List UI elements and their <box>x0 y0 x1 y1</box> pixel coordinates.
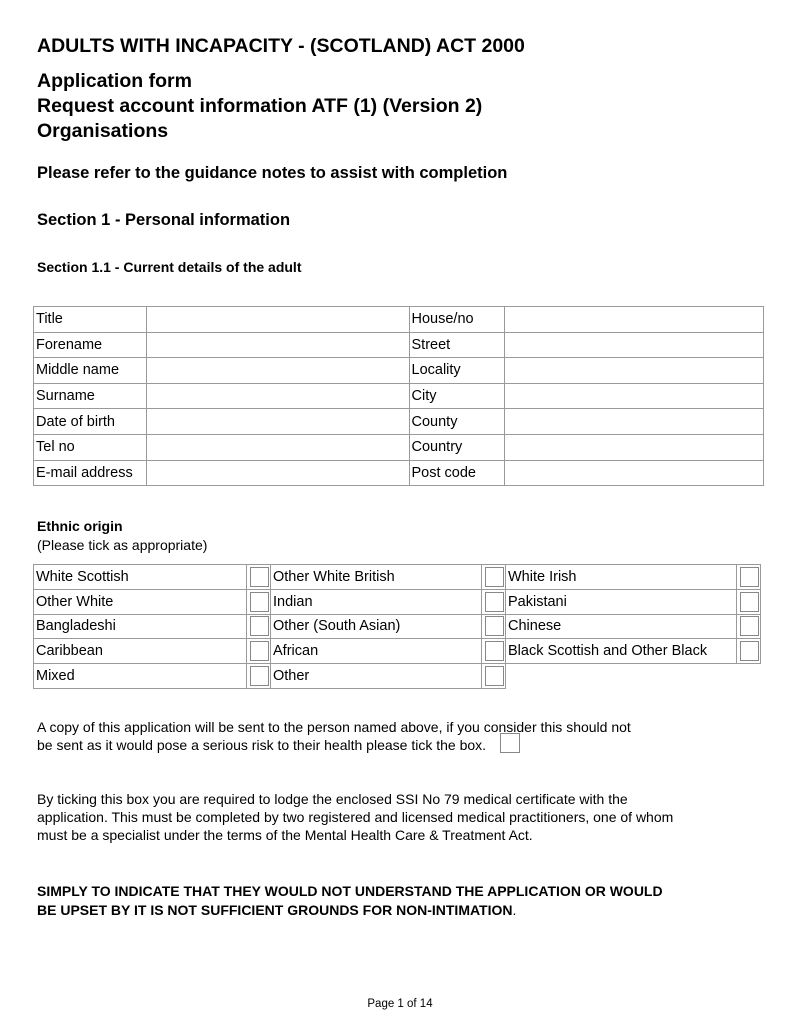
field-input[interactable] <box>505 409 764 435</box>
ethnic-option-checkbox[interactable] <box>250 666 269 686</box>
ethnic-origin-heading: Ethnic origin <box>37 518 123 534</box>
ethnic-option-label: Bangladeshi <box>34 614 247 639</box>
field-label: Post code <box>409 460 505 486</box>
field-input[interactable] <box>146 358 409 384</box>
field-label: Country <box>409 434 505 460</box>
ethnic-option-cell <box>247 614 271 639</box>
field-label: Date of birth <box>34 409 147 435</box>
warning-line: BE UPSET BY IT IS NOT SUFFICIENT GROUNDS FOR NON-INTIMATION. <box>37 902 517 918</box>
medical-line: must be a specialist under the terms of the Mental Health Care & Treatment Act. <box>37 827 533 843</box>
field-input[interactable] <box>146 307 409 333</box>
field-label: City <box>409 383 505 409</box>
form-title: Application form <box>37 70 192 92</box>
medical-certificate-notice <box>37 790 673 844</box>
personal-row <box>34 358 764 384</box>
field-label: Tel no <box>34 434 147 460</box>
ethnic-option-label: White Scottish <box>34 565 247 590</box>
empty-cell <box>506 664 737 689</box>
page-number: Page 1 of 14 <box>367 998 433 1010</box>
non-intimation-notice <box>37 718 631 756</box>
ethnic-option-label: White Irish <box>506 565 737 590</box>
field-label: Middle name <box>34 358 147 384</box>
field-input[interactable] <box>505 383 764 409</box>
form-subtitle: Request account information ATF (1) (Version 2) <box>37 95 483 117</box>
warning-line: SIMPLY TO INDICATE THAT THEY WOULD NOT UNDERSTAND THE APPLICATION OR WOULD <box>37 883 663 899</box>
ethnic-option-checkbox[interactable] <box>250 567 269 587</box>
ethnic-row <box>34 639 761 664</box>
ethnic-option-checkbox[interactable] <box>485 641 504 661</box>
ethnic-option-label: Caribbean <box>34 639 247 664</box>
ethnic-option-cell <box>737 589 761 614</box>
ethnic-option-cell <box>482 664 506 689</box>
ethnic-option-cell <box>737 614 761 639</box>
ethnic-origin-table <box>33 564 761 689</box>
field-label: County <box>409 409 505 435</box>
act-title: ADULTS WITH INCAPACITY - (SCOTLAND) ACT 2000 <box>37 35 525 57</box>
ethnic-option-checkbox[interactable] <box>485 616 504 636</box>
ethnic-option-label: Black Scottish and Other Black <box>506 639 737 664</box>
personal-row <box>34 434 764 460</box>
field-input[interactable] <box>146 332 409 358</box>
form-audience: Organisations <box>37 120 169 142</box>
ethnic-option-label: Chinese <box>506 614 737 639</box>
ethnic-option-cell <box>737 639 761 664</box>
personal-row <box>34 409 764 435</box>
field-label: Street <box>409 332 505 358</box>
personal-row <box>34 383 764 409</box>
ethnic-option-label: Other <box>271 664 482 689</box>
ethnic-option-checkbox[interactable] <box>250 616 269 636</box>
ethnic-option-checkbox[interactable] <box>485 592 504 612</box>
field-label: House/no <box>409 307 505 333</box>
ethnic-option-checkbox[interactable] <box>740 567 759 587</box>
section-1-title: Section 1 - Personal information <box>37 211 291 229</box>
ethnic-option-checkbox[interactable] <box>740 592 759 612</box>
ethnic-option-cell <box>247 565 271 590</box>
empty-cell <box>737 664 761 689</box>
field-label: Forename <box>34 332 147 358</box>
field-input[interactable] <box>505 460 764 486</box>
ethnic-option-cell <box>247 589 271 614</box>
field-input[interactable] <box>505 307 764 333</box>
medical-line: application. This must be completed by two registered and licensed medical practitioners, one of whom <box>37 809 674 825</box>
ethnic-row <box>34 664 761 689</box>
ethnic-option-cell <box>247 664 271 689</box>
ethnic-option-label: Indian <box>271 589 482 614</box>
notice-line: be sent as it would pose a serious risk to their health please tick the box. <box>37 736 631 756</box>
ethnic-option-label: Other (South Asian) <box>271 614 482 639</box>
field-input[interactable] <box>146 383 409 409</box>
ethnic-option-cell <box>482 589 506 614</box>
ethnic-option-label: Pakistani <box>506 589 737 614</box>
ethnic-option-label: Other White British <box>271 565 482 590</box>
ethnic-option-cell <box>247 639 271 664</box>
field-label: E-mail address <box>34 460 147 486</box>
field-input[interactable] <box>146 460 409 486</box>
ethnic-option-checkbox[interactable] <box>250 592 269 612</box>
warning-text <box>37 882 663 920</box>
ethnic-option-checkbox[interactable] <box>485 666 504 686</box>
ethnic-option-checkbox[interactable] <box>740 641 759 661</box>
personal-details-table <box>33 306 764 486</box>
ethnic-option-cell <box>482 565 506 590</box>
ethnic-row <box>34 589 761 614</box>
ethnic-row <box>34 614 761 639</box>
field-input[interactable] <box>505 434 764 460</box>
personal-row <box>34 332 764 358</box>
ethnic-option-cell <box>482 614 506 639</box>
personal-row <box>34 307 764 333</box>
ethnic-option-checkbox[interactable] <box>250 641 269 661</box>
ethnic-option-label: Other White <box>34 589 247 614</box>
ethnic-option-label: Mixed <box>34 664 247 689</box>
field-label: Locality <box>409 358 505 384</box>
ethnic-option-cell <box>482 639 506 664</box>
personal-row <box>34 460 764 486</box>
field-input[interactable] <box>505 358 764 384</box>
non-intimation-checkbox[interactable] <box>500 733 520 753</box>
field-label: Title <box>34 307 147 333</box>
field-input[interactable] <box>505 332 764 358</box>
notice-line: A copy of this application will be sent to the person named above, if you consider this should not <box>37 719 631 735</box>
field-input[interactable] <box>146 409 409 435</box>
medical-line: By ticking this box you are required to lodge the enclosed SSI No 79 medical certificate with the <box>37 791 628 807</box>
field-label: Surname <box>34 383 147 409</box>
ethnic-row <box>34 565 761 590</box>
section-1-1-title: Section 1.1 - Current details of the adult <box>37 259 302 275</box>
guidance-note: Please refer to the guidance notes to assist with completion <box>37 164 508 182</box>
ethnic-option-checkbox[interactable] <box>485 567 504 587</box>
field-input[interactable] <box>146 434 409 460</box>
ethnic-option-cell <box>737 565 761 590</box>
ethnic-origin-instruction: (Please tick as appropriate) <box>37 537 208 553</box>
ethnic-option-checkbox[interactable] <box>740 616 759 636</box>
ethnic-option-label: African <box>271 639 482 664</box>
